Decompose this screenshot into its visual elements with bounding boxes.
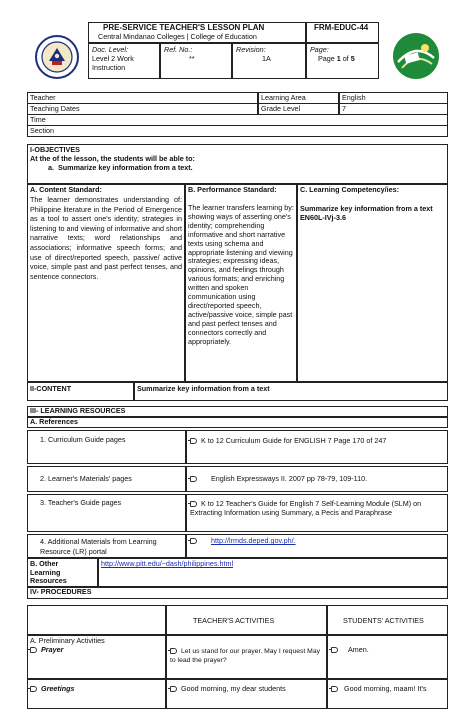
teacher-label: Teacher [30, 93, 56, 102]
teacher-activities-header: TEACHER'S ACTIVITIES [193, 616, 275, 625]
lesson-plan-title: PRE-SERVICE TEACHER'S LESSON PLAN [103, 23, 265, 32]
page-label: Page: [310, 45, 329, 54]
competency-text: Summarize key information from a text EN60L-IVj-3.6 [300, 204, 433, 223]
objectives-intro: At the of the lesson, the students will be able to: [30, 154, 195, 163]
resource-value-2 [190, 475, 367, 484]
greetings-label-text: Greetings [41, 684, 75, 693]
procedures-col-label [27, 605, 166, 635]
other-resources-label: B. Other Learning Resources [30, 559, 67, 586]
performance-standard-heading: B. Performance Standard: [188, 185, 277, 194]
revision-label: Revision: [236, 45, 266, 54]
prayer-teacher [170, 647, 325, 665]
learning-area-label: Learning Area [261, 93, 306, 102]
college-subtitle: Central Mindanao Colleges | College of Education [98, 32, 257, 41]
objectives-heading: I-OBJECTIVES [30, 145, 80, 154]
content-label: II-CONTENT [30, 384, 72, 393]
grade-level-label: Grade Level [261, 104, 301, 113]
content-standard-heading: A. Content Standard: [30, 185, 102, 194]
section-label: Section [30, 126, 54, 135]
grade-level-value: 7 [342, 104, 346, 113]
prayer-student [331, 646, 369, 655]
references-heading: A. References [30, 417, 78, 426]
learning-area-value: English [342, 93, 366, 102]
greetings-label [30, 685, 75, 694]
content-standard-text: The learner demonstrates understanding of: Philippine literature in the Period of Emergence as a tool to assert one's identity; strategies in listening to and viewing of informative and short narrative texts; word relationships and associations; informative speech forms; and use of direct/reported speech, passive/ active voice, simple past and past perfect tenses, and sentence connectors. [30, 195, 182, 281]
greetings-teacher [170, 685, 286, 694]
resource-value-1 [190, 436, 440, 445]
resources-heading: III- LEARNING RESOURCES [30, 406, 126, 415]
time-label: Time [30, 115, 46, 124]
pointing-hand-icon [30, 647, 37, 653]
prayer-label-text: Prayer [41, 645, 64, 654]
resource-label-3: 3. Teacher's Guide pages [40, 498, 122, 507]
competency-heading: C. Learning Competency/ies: [300, 185, 400, 194]
resource-label-4: 4. Additional Materials from Learning Resource (LR) portal [40, 537, 157, 556]
pointing-hand-icon [190, 538, 197, 544]
pointing-hand-icon [190, 476, 197, 482]
objective-marker: a. [48, 163, 54, 172]
pointing-hand-icon [30, 686, 37, 692]
greetings-student-text: Good morning, maam! It's [344, 684, 427, 693]
pointing-hand-icon [170, 686, 177, 692]
doc-level-value: Level 2 Work Instruction [92, 54, 134, 72]
page-of: of [340, 54, 351, 63]
content-value: Summarize key information from a text [137, 384, 270, 393]
resource-value-3-text: K to 12 Teacher's Guide for English 7 Self-Learning Module (SLM) on Extracting Information using Summary, a Pecis and Paraphrase [190, 499, 422, 518]
pointing-hand-icon [331, 686, 338, 692]
resource-value-3 [190, 499, 440, 518]
page-total: 5 [350, 54, 355, 63]
pointing-hand-icon [190, 438, 197, 444]
references-heading-cell [27, 417, 448, 428]
lrmds-portal-link[interactable]: http://lrmds.deped.gov.ph/. [211, 536, 296, 545]
prayer-teacher-text: Let us stand for our prayer. May I request May to lead the prayer? [170, 648, 321, 665]
pointing-hand-icon [170, 648, 177, 654]
objective-item: Summarize key information from a text. [58, 163, 193, 172]
student-activities-header: STUDENTS' ACTIVITIES [343, 616, 424, 625]
greetings-student [331, 685, 426, 694]
revision-value: 1A [262, 54, 271, 63]
resource-value-4 [190, 537, 296, 546]
page-current: 1 [336, 54, 341, 63]
greetings-teacher-text: Good morning, my dear students [181, 684, 286, 693]
resource-value-2-text: English Expressways II. 2007 pp 78-79, 109-110. [211, 474, 368, 483]
deped-logo-icon [392, 32, 440, 80]
doc-level-label: Doc. Level: [92, 45, 128, 54]
pitt-edu-link[interactable]: http://www.pitt.edu/~dash/philippines.html [101, 559, 234, 568]
resource-value-1-text: K to 12 Curriculum Guide for ENGLISH 7 Page 170 of 247 [201, 436, 387, 445]
performance-standard-text: The learner transfers learning by: showing ways of asserting one's identity; comprehending informative and short narrative texts using schema and appropriate listening and viewing strategies; expressing ideas, opinions, and feelings through various formats; and enriching written and spoken communication using direct/reported speech, active/passive voice, simple past and past perfect tenses and connectors correctly and appropriately. [188, 203, 294, 346]
page-prefix: Page [318, 54, 337, 63]
prelim-student-cell [327, 635, 448, 679]
pointing-hand-icon [331, 647, 338, 653]
page-indicator [318, 55, 355, 64]
ref-no-value: ** [189, 54, 195, 63]
prayer-label [30, 646, 63, 655]
resource-label-2: 2. Learner's Materials' pages [40, 474, 132, 483]
prelim-heading: A. Preliminary Activities [30, 636, 105, 645]
form-code: FRM-EDUC-44 [314, 23, 369, 32]
info-table [27, 92, 448, 137]
ref-no-label: Ref. No.: [164, 45, 193, 54]
pointing-hand-icon [190, 501, 197, 507]
resource-label-1: 1. Curriculum Guide pages [40, 435, 126, 444]
college-seal-icon [35, 35, 79, 79]
teaching-dates-label: Teaching Dates [30, 104, 80, 113]
prayer-student-text: Amen. [348, 645, 369, 654]
procedures-heading: IV- PROCEDURES [30, 587, 92, 596]
